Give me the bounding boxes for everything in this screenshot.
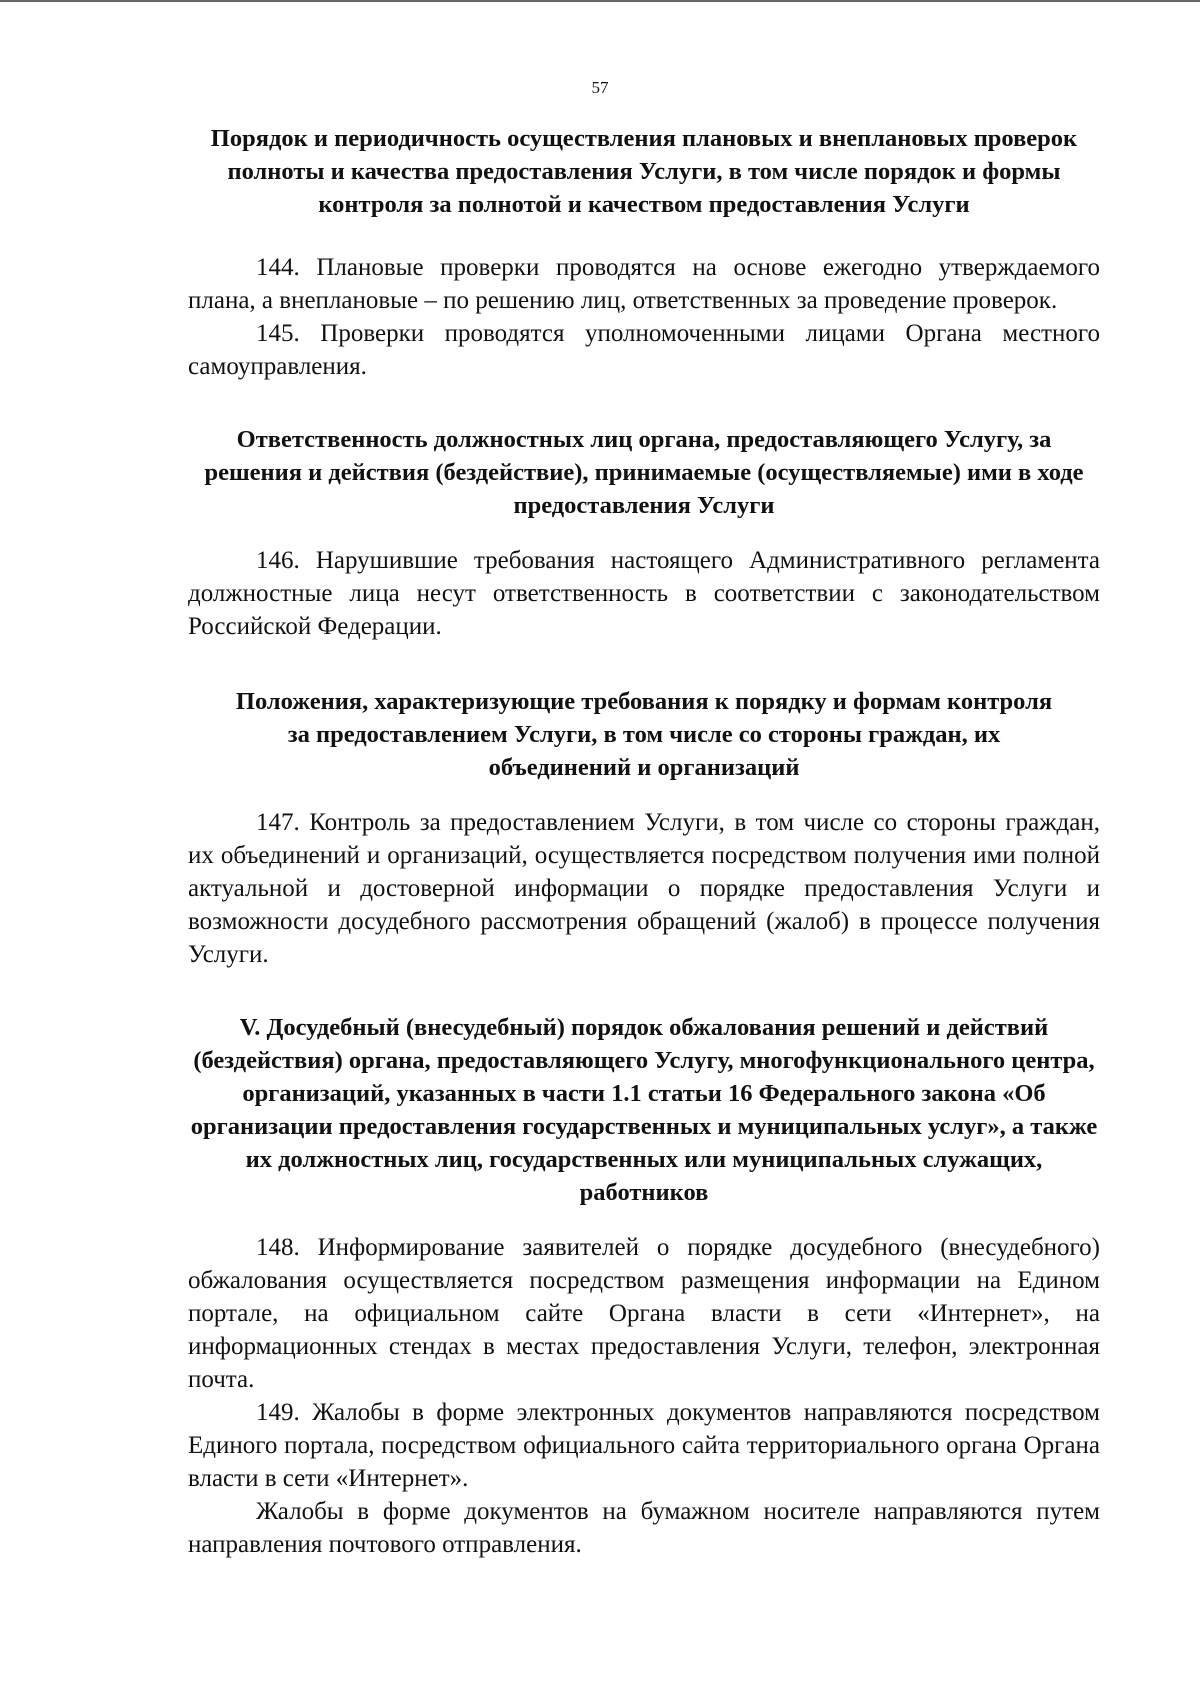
section-heading: Положения, характеризующие требования к порядку и формам контроля за предоставлением Услуги, в том числе со стороны граждан, их объединений и организаций [235,688,1053,781]
document-body [188,122,1100,1561]
paragraph-148: 148. Информирование заявителей о порядке досудебного (внесудебного) обжалования осуществляется посредством размещения информации на Едином портале, на официальном сайте Органа власти в сети «Интернет», на информационных стендах в местах предоставления Услуги, телефон, электронная почта. [188,1234,1100,1393]
paragraph-146: 146. Нарушившие требования настоящего Административного регламента должностные лица несут ответственность в соответствии с законодательством Российской Федерации. [188,547,1100,640]
paragraph-149: 149. Жалобы в форме электронных документов направляются посредством Единого портала, посредством официального сайта территориального органа Органа власти в сети «Интернет». [188,1399,1100,1492]
paragraph-paper-complaints: Жалобы в форме документов на бумажном носителе направляются путем направления почтового отправления. [188,1498,1100,1558]
section-heading: Ответственность должностных лиц органа, предоставляющего Услугу, за решения и действия (бездействие), принимаемые (осуществляемые) ими в ходе предоставления Услуги [204,426,1084,519]
paragraph-144: 144. Плановые проверки проводятся на основе ежегодно утверждаемого плана, а внеплановые – по решению лиц, ответственных за проведение проверок. [188,254,1100,314]
paragraph-145: 145. Проверки проводятся уполномоченными лицами Органа местного самоуправления. [188,320,1100,380]
paragraph-147: 147. Контроль за предоставлением Услуги, в том числе со стороны граждан, их объединений и организаций, осуществляется посредством получения ими полной актуальной и достоверной информации о порядке предоставления Услуги и возможности досудебного рассмотрения обращений (жалоб) в процессе получения Услуги. [188,809,1100,968]
page-number: 57 [591,78,609,97]
section-inspections [188,122,1100,383]
section-responsibility [188,423,1100,643]
section-control-provisions [188,685,1100,971]
section-appeal-procedure [188,1011,1100,1561]
section-heading: V. Досудебный (внесудебный) порядок обжалования решений и действий (бездействия) органа, предоставляющего Услугу, многофункционального центра, организаций, указанных в части 1.1 статьи 16 Федерального закона «Об организации предоставления государственных и муниципальных услуг», а также их должностных лиц, государственных или муниципальных служащих, работников [190,1014,1098,1206]
section-heading: Порядок и периодичность осуществления плановых и внеплановых проверок полноты и качества предоставления Услуги, в том числе порядок и формы контроля за полнотой и качеством предоставления Услуги [210,125,1078,218]
scan-top-edge [0,0,1200,2]
